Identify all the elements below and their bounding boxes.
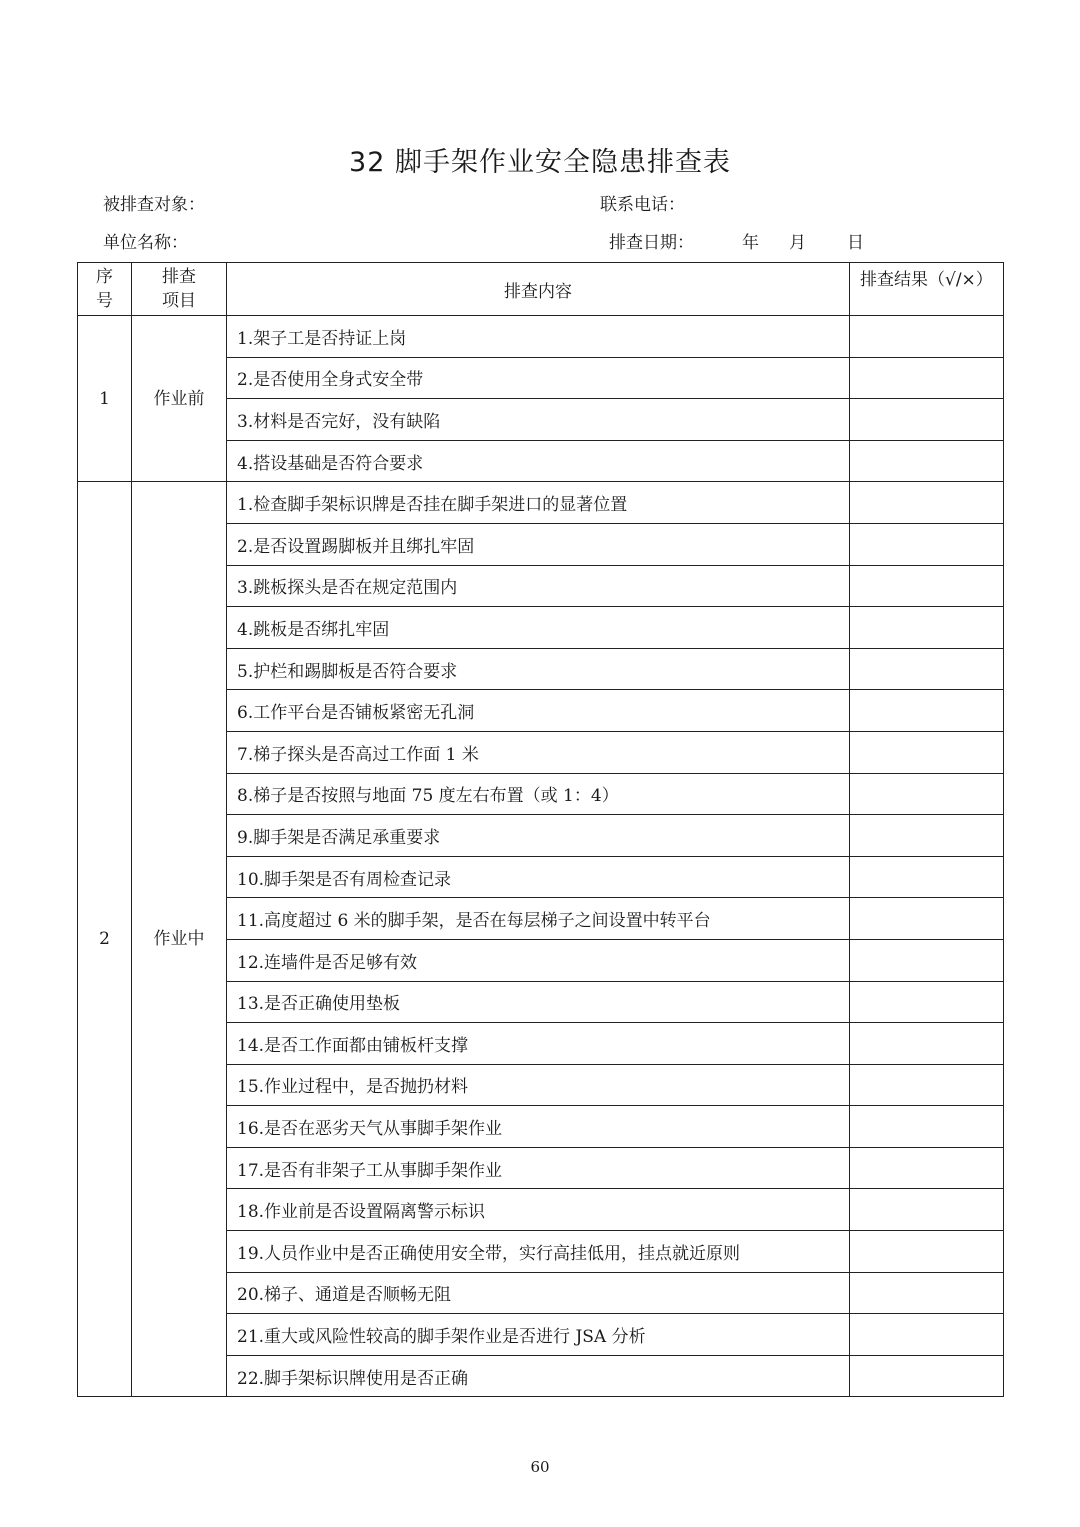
- result-cell[interactable]: [850, 607, 1004, 649]
- unit-label: 单位名称：: [103, 233, 188, 253]
- result-cell[interactable]: [850, 1023, 1004, 1065]
- header-content: 排查内容: [227, 263, 850, 316]
- check-item: 13.是否正确使用垫板: [227, 981, 850, 1023]
- result-cell[interactable]: [850, 357, 1004, 399]
- check-item: 17.是否有非架子工从事脚手架作业: [227, 1147, 850, 1189]
- header-no-line1: 序: [96, 267, 113, 287]
- check-item: 4.搭设基础是否符合要求: [227, 440, 850, 482]
- result-cell[interactable]: [850, 1147, 1004, 1189]
- check-item: 11.高度超过 6 米的脚手架，是否在每层梯子之间设置中转平台: [227, 898, 850, 940]
- result-cell[interactable]: [850, 1106, 1004, 1148]
- check-item: 12.连墙件是否足够有效: [227, 939, 850, 981]
- check-item: 4.跳板是否绑扎牢固: [227, 607, 850, 649]
- result-cell[interactable]: [850, 440, 1004, 482]
- check-item: 20.梯子、通道是否顺畅无阻: [227, 1272, 850, 1314]
- header-category-line1: 排查: [162, 267, 196, 287]
- result-cell[interactable]: [850, 523, 1004, 565]
- check-item: 3.材料是否完好，没有缺陷: [227, 399, 850, 441]
- result-cell[interactable]: [850, 316, 1004, 358]
- date-year: 年: [742, 233, 759, 253]
- result-cell[interactable]: [850, 399, 1004, 441]
- result-cell[interactable]: [850, 1272, 1004, 1314]
- target-label: 被排查对象：: [103, 195, 205, 215]
- check-item: 8.梯子是否按照与地面 75 度左右布置（或 1：4）: [227, 773, 850, 815]
- check-item: 15.作业过程中，是否抛扔材料: [227, 1064, 850, 1106]
- result-cell[interactable]: [850, 1314, 1004, 1356]
- check-item: 2.是否使用全身式安全带: [227, 357, 850, 399]
- result-cell[interactable]: [850, 731, 1004, 773]
- section-number: 1: [78, 316, 132, 482]
- check-item: 6.工作平台是否铺板紧密无孔洞: [227, 690, 850, 732]
- check-item: 1.架子工是否持证上岗: [227, 316, 850, 358]
- check-item: 19.人员作业中是否正确使用安全带，实行高挂低用，挂点就近原则: [227, 1231, 850, 1273]
- date-month: 月: [789, 233, 806, 253]
- section-category: 作业中: [132, 482, 227, 1397]
- inspection-table: [77, 262, 1004, 1397]
- check-item: 16.是否在恶劣天气从事脚手架作业: [227, 1106, 850, 1148]
- header-category-line2: 项目: [162, 291, 196, 311]
- result-cell[interactable]: [850, 898, 1004, 940]
- check-item: 21.重大或风险性较高的脚手架作业是否进行 JSA 分析: [227, 1314, 850, 1356]
- check-item: 3.跳板探头是否在规定范围内: [227, 565, 850, 607]
- section-category: 作业前: [132, 316, 227, 482]
- result-cell[interactable]: [850, 981, 1004, 1023]
- header-result: 排查结果（√/×）: [850, 263, 1004, 316]
- result-cell[interactable]: [850, 565, 1004, 607]
- phone-label: 联系电话：: [600, 195, 685, 215]
- date-label: 排查日期：: [609, 233, 694, 253]
- date-day: 日: [847, 233, 864, 253]
- result-cell[interactable]: [850, 939, 1004, 981]
- result-cell[interactable]: [850, 1355, 1004, 1397]
- header-row: [78, 263, 1004, 316]
- table-row: [78, 482, 1004, 524]
- check-item: 5.护栏和踢脚板是否符合要求: [227, 648, 850, 690]
- check-item: 1.检查脚手架标识牌是否挂在脚手架进口的显著位置: [227, 482, 850, 524]
- check-item: 7.梯子探头是否高过工作面 1 米: [227, 731, 850, 773]
- result-cell[interactable]: [850, 482, 1004, 524]
- header-no: [78, 263, 132, 316]
- result-cell[interactable]: [850, 773, 1004, 815]
- result-cell[interactable]: [850, 648, 1004, 690]
- check-item: 2.是否设置踢脚板并且绑扎牢固: [227, 523, 850, 565]
- result-cell[interactable]: [850, 1064, 1004, 1106]
- result-cell[interactable]: [850, 690, 1004, 732]
- check-item: 18.作业前是否设置隔离警示标识: [227, 1189, 850, 1231]
- result-cell[interactable]: [850, 1231, 1004, 1273]
- page-number: 60: [530, 1458, 550, 1476]
- section-number: 2: [78, 482, 132, 1397]
- result-cell[interactable]: [850, 1189, 1004, 1231]
- check-item: 14.是否工作面都由铺板杆支撑: [227, 1023, 850, 1065]
- page-title: 32 脚手架作业安全隐患排查表: [349, 147, 731, 178]
- header-category: [132, 263, 227, 316]
- table-body: [78, 316, 1004, 1397]
- result-cell[interactable]: [850, 815, 1004, 857]
- table-row: [78, 316, 1004, 358]
- header-no-line2: 号: [96, 291, 113, 311]
- check-item: 9.脚手架是否满足承重要求: [227, 815, 850, 857]
- check-item: 22.脚手架标识牌使用是否正确: [227, 1355, 850, 1397]
- check-item: 10.脚手架是否有周检查记录: [227, 856, 850, 898]
- result-cell[interactable]: [850, 856, 1004, 898]
